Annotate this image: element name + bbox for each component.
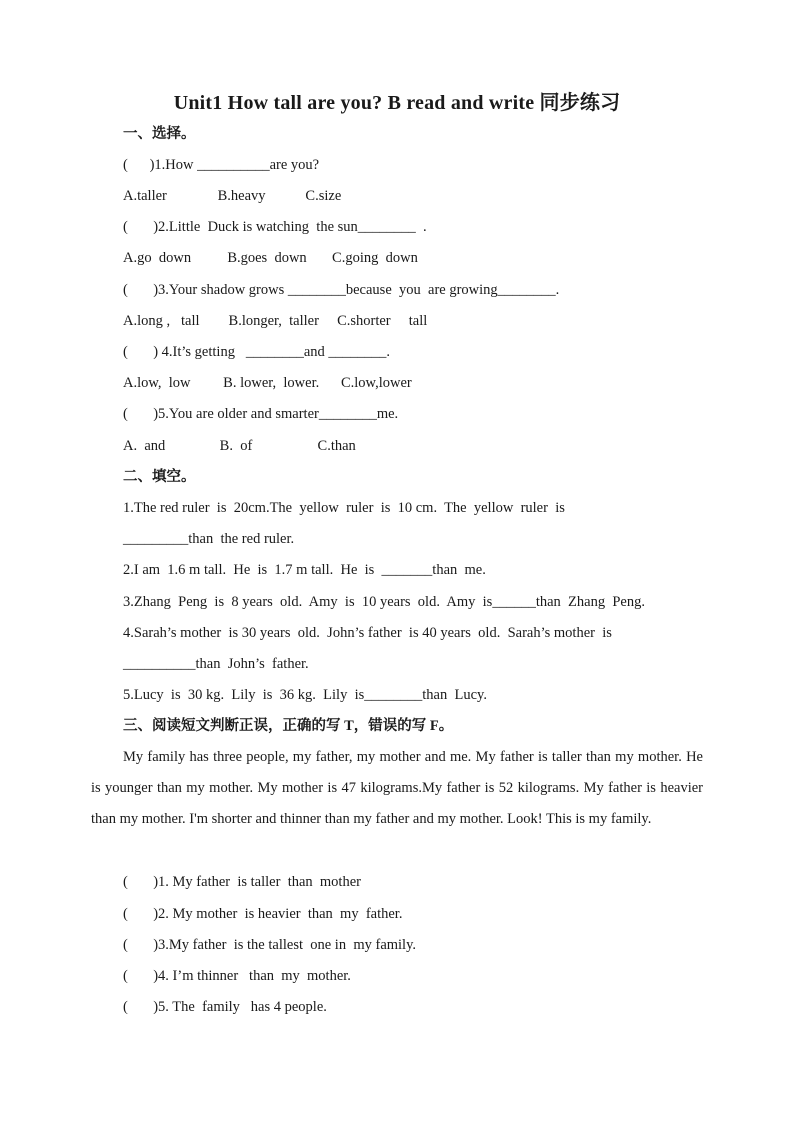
statement-3: ( )3.My father is the tallest one in my family. — [123, 937, 417, 953]
question-1: ( )1.How __________are you? — [123, 157, 320, 173]
fill-item-1: 1.The red ruler is 20cm.The yellow ruler is 10 cm. The yellow ruler is — [123, 500, 565, 516]
question-2-options: A.go down B.goes down C.going down — [123, 250, 418, 266]
question-3: ( )3.Your shadow grows ________because you are growing________. — [123, 282, 560, 298]
question-4-options: A.low, low B. lower, lower. C.low,lower — [123, 375, 412, 391]
section-heading-reading: 三、阅读短文判断正误，正确的写 T，错误的写 F。 — [123, 718, 454, 734]
fill-item-4-cont: __________than John’s father. — [123, 656, 309, 672]
statement-1: ( )1. My father is taller than mother — [123, 874, 361, 890]
page-title: Unit1 How tall are you? B read and write 同步练习 — [173, 92, 621, 114]
question-1-options: A.taller B.heavy C.size — [123, 188, 342, 204]
fill-item-5: 5.Lucy is 30 kg. Lily is 36 kg. Lily is________than Lucy. — [123, 687, 487, 703]
question-3-options: A.long , tall B.longer, taller C.shorter tall — [123, 313, 428, 329]
question-5-options: A. and B. of C.than — [123, 438, 356, 454]
fill-item-1-cont: _________than the red ruler. — [123, 531, 295, 547]
section-heading-fill-in: 二、填空。 — [123, 469, 196, 485]
section-heading-choice: 一、选择。 — [123, 126, 196, 142]
question-5: ( )5.You are older and smarter________me. — [123, 406, 399, 422]
fill-item-4: 4.Sarah’s mother is 30 years old. John’s father is 40 years old. Sarah’s mother is — [123, 625, 612, 641]
fill-item-2: 2.I am 1.6 m tall. He is 1.7 m tall. He is _______than me. — [123, 562, 486, 578]
statement-4: ( )4. I’m thinner than my mother. — [123, 968, 351, 984]
reading-passage: My family has three people, my father, my mother and me. My father is taller than my mother. He is younger than my mother. My mother is 47 kilograms.My father is 52 kilograms. My father is heavier than my mother. I'm shorter and thinner than my father and my mother. Look! This is my family. — [91, 749, 703, 827]
question-2: ( )2.Little Duck is watching the sun________ . — [123, 219, 427, 235]
question-4: ( ) 4.It’s getting ________and ________. — [123, 344, 391, 360]
statement-2: ( )2. My mother is heavier than my father. — [123, 906, 403, 922]
statement-5: ( )5. The family has 4 people. — [123, 999, 327, 1015]
fill-item-3: 3.Zhang Peng is 8 years old. Amy is 10 years old. Amy is______than Zhang Peng. — [123, 594, 645, 610]
